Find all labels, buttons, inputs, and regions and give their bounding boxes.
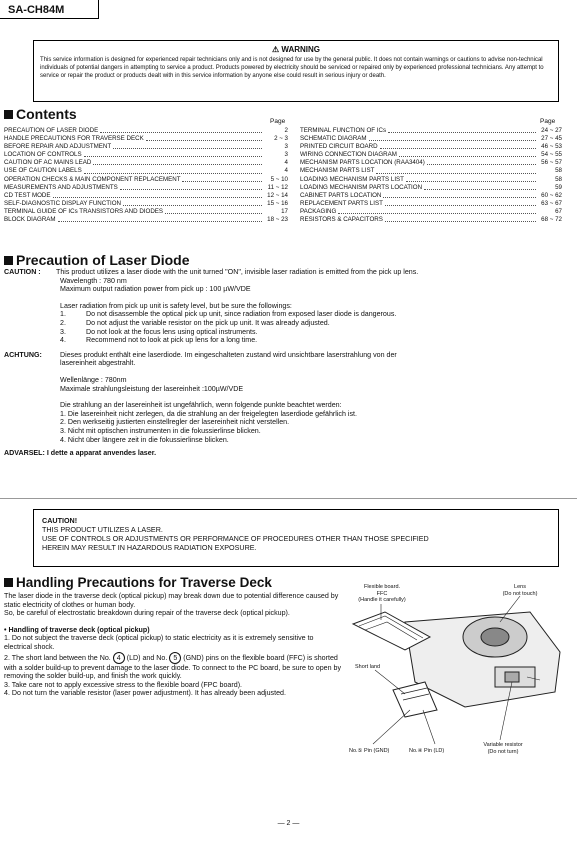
contents-item-title: CAUTION OF AC MAINS LEAD — [4, 159, 92, 167]
contents-item-title: BEFORE REPAIR AND ADJUSTMENT — [4, 143, 112, 151]
contents-heading — [4, 106, 77, 122]
contents-item-title: SELF-DIAGNOSTIC DISPLAY FUNCTION — [4, 199, 122, 207]
page-column-label-left: Page — [270, 118, 286, 125]
de-list — [60, 410, 564, 444]
traverse-item-1: 1. Do not subject the traverse deck (optical pickup) to static electricity as it is extremely sensitive to electrical shock. — [4, 634, 314, 651]
de-item: 3. Nicht mit optischen instrumenten in die fokussierlinse blicken. — [60, 426, 261, 435]
contents-item-page: 54 ~ 55 — [541, 151, 562, 159]
dot-leader — [427, 159, 536, 165]
contents-item-title: RESISTORS & CAPACITORS — [300, 216, 383, 224]
contents-row — [4, 216, 288, 224]
contents-row — [300, 184, 562, 192]
contents-row — [300, 167, 562, 175]
dot-leader — [424, 184, 536, 190]
contents-row — [4, 192, 288, 200]
max-strahlung: Maximale strahlungsleistung der lasereinheit :100µW/VDE — [60, 384, 244, 393]
traverse-sub-text: Handling of traverse deck (optical pickup) — [8, 625, 150, 634]
contents-row — [300, 200, 562, 208]
contents-row — [4, 167, 288, 175]
short-land-label: Short land — [355, 664, 381, 670]
contents-row — [300, 127, 562, 135]
section-bullet-icon — [4, 256, 13, 265]
traverse-p1: The laser diode in the traverse deck (optical pickup) may break down due to potential difference caused by static electricity of clothes or human body. — [4, 592, 339, 609]
contents-item-page: 11 ~ 12 — [267, 183, 288, 191]
contents-item-page: 4 — [284, 159, 288, 167]
de-item: 1. Die lasereinheit nicht zerlegen, da die strahlung an der freigelegten laserdiode gefährlich ist. — [60, 409, 357, 418]
pin-5-badge: 5 — [169, 652, 181, 664]
contents-row — [4, 176, 288, 184]
laser-title: Precaution of Laser Diode — [16, 252, 190, 268]
safety-item-number: 2. — [60, 318, 66, 327]
contents-item-page: 60 ~ 62 — [541, 191, 562, 199]
contents-item-title: LOCATION OF CONTROLS — [4, 151, 82, 159]
contents-item-title: CABINET PARTS LOCATION — [300, 191, 382, 199]
contents-item-title: USE OF CAUTION LABELS — [4, 167, 82, 175]
contents-item-title: TERMINAL GUIDE OF ICs TRANSISTORS AND DIODES — [4, 207, 164, 215]
contents-item-title: PRINTED CIRCUIT BOARD — [300, 143, 378, 151]
contents-item-title: LOADING MECHANISM PARTS LIST — [300, 175, 404, 183]
contents-item-page: 4 — [284, 167, 288, 175]
contents-item-page: 5 ~ 10 — [270, 175, 288, 183]
contents-item-title: WIRING CONNECTION DIAGRAM — [300, 151, 397, 159]
contents-item-page: 3 — [284, 151, 288, 159]
contents-row — [4, 184, 288, 192]
contents-list-right — [300, 127, 562, 224]
dot-leader — [182, 176, 262, 182]
contents-item-page: 59 — [555, 183, 562, 191]
contents-item-title: MEASUREMENTS AND ADJUSTMENTS — [4, 183, 118, 191]
contents-row — [4, 200, 288, 208]
safety-intro: Laser radiation from pick up unit is safety level, but be sure the followings: — [60, 301, 292, 310]
max-power: Maximum output radiation power from pick up : 100 µW/VDE — [60, 285, 251, 294]
section-divider — [0, 498, 577, 499]
safety-item-number: 4. — [60, 336, 66, 345]
contents-item-title: MECHANISM PARTS LOCATION (RAA3404) — [300, 159, 425, 167]
contents-item-page: 46 ~ 53 — [541, 143, 562, 151]
item2-text-c: (GND) pins on the flexible board (FFC) is shorted with a solder build-up to prevent damage to the laser diode. To connect to the PC board, be sure to open by removing the solder build-up, and finish the work quickly. — [4, 653, 342, 681]
achtung-text-2: lasereinheit abgestrahlt. — [60, 359, 136, 368]
contents-item-title: CD TEST MODE — [4, 191, 51, 199]
safety-item-text: Do not disassemble the optical pick up unit, since radiation from exposed laser diode is dangerous. — [86, 310, 397, 319]
dot-leader — [120, 184, 262, 190]
item2-text-b: (LD) and No. — [126, 653, 168, 662]
traverse-p2: So, be careful of electrostatic breakdown during repair of the traverse deck (optical pickup). — [4, 609, 290, 618]
traverse-title: Handling Precautions for Traverse Deck — [16, 575, 272, 590]
caution-box-title: CAUTION! — [42, 516, 78, 525]
item2-text-a: 2. The short land between the No. — [4, 653, 111, 662]
de-item: 4. Nicht über längere zeit in die fokussierlinse blicken. — [60, 435, 229, 444]
contents-item-title: TERMINAL FUNCTION OF ICs — [300, 127, 387, 134]
contents-item-page: 17 — [281, 207, 288, 215]
safety-item — [60, 336, 564, 345]
contents-item-page: 2 ~ 3 — [274, 135, 288, 143]
lens-label-2: (Do not touch) — [502, 590, 538, 597]
dot-leader — [165, 208, 262, 214]
dot-leader — [383, 192, 536, 198]
achtung-text-1: Dieses produkt enthält eine laserdiode. Im eingeschalteten zustand wird unsichtbare laserstrahlung von der — [60, 350, 397, 359]
dot-leader — [388, 127, 536, 133]
traverse-body — [4, 592, 342, 698]
laser-heading — [4, 252, 189, 268]
pin4-label: No.④ Pin (LD) — [409, 748, 445, 754]
contents-item-page: 3 — [284, 143, 288, 151]
safety-item-number: 1. — [60, 310, 66, 319]
contents-list-left — [4, 127, 288, 224]
contents-item-page: 27 ~ 45 — [541, 135, 562, 143]
contents-item-page: 15 ~ 16 — [267, 199, 288, 207]
contents-row — [4, 127, 288, 135]
pickup-drawing — [345, 582, 567, 752]
caution-box-line-1: THIS PRODUCT UTILIZES A LASER. — [42, 525, 163, 534]
contents-item-page: 58 — [555, 167, 562, 175]
contents-row — [4, 143, 288, 151]
contents-item-title: MECHANISM PARTS LIST — [300, 167, 375, 175]
contents-item-page: 2 — [284, 127, 288, 134]
contents-item-page: 68 ~ 72 — [541, 216, 562, 224]
de-intro: Die strahlung an der lasereinheit ist ungefährlich, wenn folgende punkte beachtet werden: — [60, 401, 342, 410]
contents-title: Contents — [16, 106, 77, 122]
varres-label-1: Variable resistor — [483, 742, 523, 748]
wellenlange: Wellenlänge : 780nm — [60, 375, 127, 384]
warning-text: This service information is designed for experienced repair technicians only and is not designed for use by the general public. It does not contain warnings or cautions to advise non-technical individuals of potential dangers in attempting to service a product. Products powered by electricity should be serviced or repaired only by experienced professional technicians. Any attempt to service or repair the product or products dealt with in this service information by anyone else could result in serious injury or death. — [40, 57, 544, 79]
varres-label-2: (Do not turn) — [487, 748, 519, 755]
contents-item-title: OPERATION CHECKS & MAIN COMPONENT REPLACEMENT — [4, 175, 181, 183]
dot-leader — [385, 200, 536, 206]
safety-item-text: Do not look at the focus lens using optical instruments. — [86, 327, 258, 336]
caution-text: This product utilizes a laser diode with the unit turned "ON", invisible laser radiation is emitted from the pick up lens. — [56, 268, 419, 276]
model-number: SA-CH84M — [8, 4, 65, 16]
traverse-sub: • Handling of traverse deck (optical pickup) — [4, 625, 150, 634]
safety-item-number: 3. — [60, 327, 66, 336]
contents-row — [300, 208, 562, 216]
contents-row — [300, 143, 562, 151]
traverse-item-4: 4. Do not turn the variable resistor (laser power adjustment). It has already been adjusted. — [4, 689, 286, 698]
safety-item-text: Recommend not to look at pick up lens for a long time. — [86, 336, 258, 345]
dot-leader — [53, 192, 262, 198]
safety-item — [60, 319, 564, 328]
dot-leader — [369, 135, 536, 141]
contents-item-title: REPLACEMENT PARTS LIST — [300, 199, 383, 207]
contents-row — [300, 176, 562, 184]
de-item: 2. Den werkseitig justierten einstellregler der lasereinheit nicht verstellen. — [60, 418, 290, 427]
contents-row — [4, 151, 288, 159]
contents-item-title: BLOCK DIAGRAM — [4, 216, 56, 224]
contents-item-page: 18 ~ 23 — [267, 216, 288, 224]
advarsel: ADVARSEL: I dette a apparat anvendes laser. — [4, 449, 157, 458]
dot-leader — [123, 200, 262, 206]
dot-leader — [380, 143, 536, 149]
dot-leader — [406, 176, 536, 182]
contents-row — [300, 159, 562, 167]
dot-leader — [146, 135, 262, 141]
contents-row — [4, 159, 288, 167]
contents-item-title: HANDLE PRECAUTIONS FOR TRAVERSE DECK — [4, 135, 144, 143]
contents-item-title: LOADING MECHANISM PARTS LOCATION — [300, 183, 423, 191]
dot-leader — [84, 151, 262, 157]
header-rule-vertical — [98, 0, 99, 19]
traverse-item-2 — [4, 652, 342, 681]
traverse-item-3: 3. Take care not to apply excessive stress to the flexible board (FPC board). — [4, 680, 243, 689]
pin-4-badge: 4 — [113, 652, 125, 664]
caution-box — [33, 509, 559, 567]
flex-label-1: Flexible board. — [363, 584, 401, 590]
contents-row — [300, 216, 562, 224]
contents-row — [4, 208, 288, 216]
contents-item-title: PACKAGING — [300, 207, 337, 215]
contents-item-page: 12 ~ 14 — [267, 191, 288, 199]
page-number: — 2 — — [277, 820, 300, 827]
contents-row — [4, 135, 288, 143]
safety-item-text: Do not adjust the variable resistor on the pick up unit. It was already adjusted. — [86, 318, 330, 327]
lens-label-1: Lens — [514, 584, 526, 590]
traverse-deck-diagram — [345, 582, 567, 822]
dot-leader — [113, 143, 262, 149]
contents-item-page: 58 — [555, 175, 562, 183]
laser-body — [4, 268, 564, 458]
contents-item-title: SCHEMATIC DIAGRAM — [300, 135, 367, 143]
caution-box-line-2: USE OF CONTROLS OR ADJUSTMENTS OR PERFORMANCE OF PROCEDURES OTHER THAN THOSE SPECIFIED — [42, 534, 429, 543]
traverse-heading — [4, 575, 272, 590]
caution-box-line-3: HEREIN MAY RESULT IN HAZARDOUS RADIATION EXPOSURE. — [42, 543, 257, 552]
dot-leader — [84, 167, 262, 173]
contents-row — [300, 192, 562, 200]
caution-label: CAUTION : — [4, 268, 41, 276]
dot-leader — [376, 167, 536, 173]
contents-row — [300, 151, 562, 159]
contents-item-page: 56 ~ 57 — [541, 159, 562, 167]
dot-leader — [58, 216, 262, 222]
dot-leader — [93, 159, 262, 165]
dot-leader — [338, 208, 536, 214]
contents-item-page: 24 ~ 27 — [541, 127, 562, 134]
safety-item — [60, 328, 564, 337]
safety-list — [60, 310, 564, 344]
contents-row — [300, 135, 562, 143]
pin5-label: No.⑤ Pin (GND) — [349, 748, 390, 754]
achtung-label: ACHTUNG: — [4, 350, 42, 359]
warning-title: ⚠ WARNING — [271, 45, 321, 54]
dot-leader — [100, 127, 262, 133]
wavelength: Wavelength : 780 nm — [60, 276, 127, 285]
contents-item-title: PRECAUTION OF LASER DIODE — [4, 127, 99, 134]
flex-label-2: FFC — [376, 590, 388, 597]
dot-leader — [399, 151, 536, 157]
contents-item-page: 67 — [555, 207, 562, 215]
safety-item — [60, 310, 564, 319]
warning-box — [33, 40, 559, 102]
header-rule — [0, 18, 98, 19]
section-bullet-icon — [4, 110, 13, 119]
section-bullet-icon — [4, 578, 13, 587]
contents-item-page: 63 ~ 67 — [541, 199, 562, 207]
flex-label-3: (Handle it carefully) — [358, 597, 406, 603]
page-column-label-right: Page — [540, 118, 556, 125]
dot-leader — [385, 216, 536, 222]
